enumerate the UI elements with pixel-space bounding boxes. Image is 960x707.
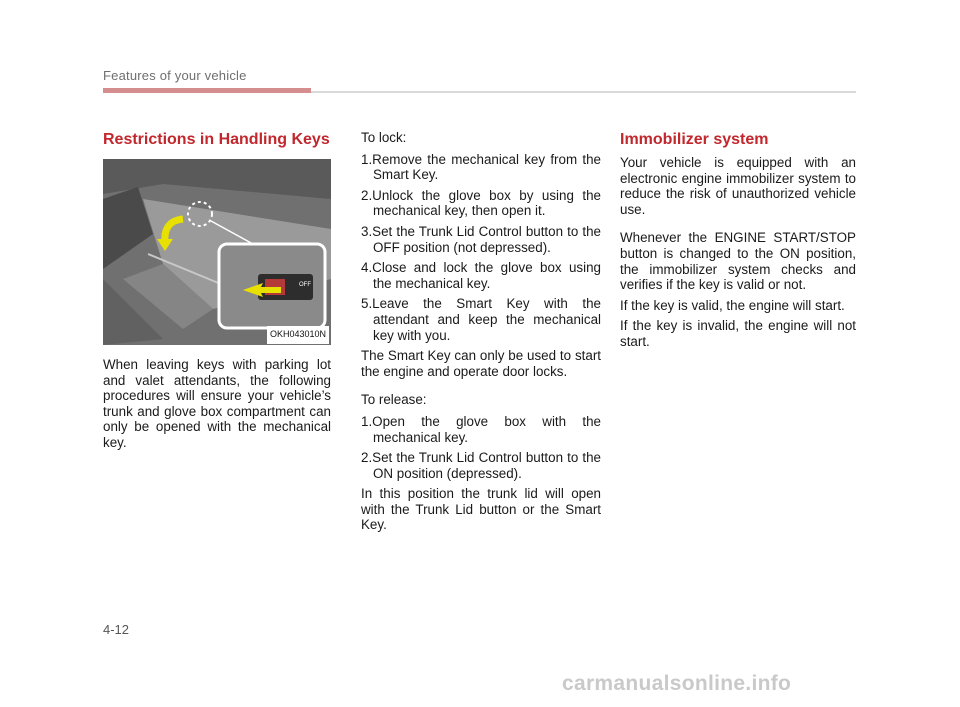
lock-steps xyxy=(361,152,601,344)
immobilizer-para-1: Your vehicle is equipped with an electronic engine immobilizer system to reduce the risk of unauthorized vehicle use. xyxy=(620,155,856,217)
middle-column xyxy=(361,130,601,533)
watermark: carmanualsonline.info xyxy=(562,672,792,695)
header-rule xyxy=(311,91,856,93)
lock-step: 4.Close and lock the glove box using the mechanical key. xyxy=(361,260,601,291)
left-column xyxy=(103,130,331,451)
glove-box-figure xyxy=(103,159,331,345)
restrictions-body: When leaving keys with parking lot and valet attendants, the following procedures will ensure your vehicle’s trunk and glove box compartment can only be opened with the mechanical key. xyxy=(103,357,331,450)
immobilizer-heading: Immobilizer system xyxy=(620,131,769,148)
release-steps xyxy=(361,414,601,481)
release-step: 2.Set the Trunk Lid Control button to the ON position (depressed). xyxy=(361,450,601,481)
release-step: 1.Open the glove box with the mechanical key. xyxy=(361,413,601,445)
release-note: In this position the trunk lid will open with the Trunk Lid button or the Smart Key. xyxy=(361,486,601,533)
immobilizer-para-4: If the key is invalid, the engine will not start. xyxy=(620,318,856,349)
header-accent-rule xyxy=(103,88,311,93)
lock-note: The Smart Key can only be used to start the engine and operate door locks. xyxy=(361,348,601,379)
figure-caption: OKH043010N xyxy=(267,326,329,344)
lock-intro: To lock: xyxy=(361,130,407,145)
off-label: OFF xyxy=(299,282,311,288)
section-title: Features of your vehicle xyxy=(103,68,247,83)
lock-step: 2.Unlock the glove box by using the mechanical key, then open it. xyxy=(361,187,601,219)
immobilizer-para-2: Whenever the ENGINE START/STOP button is changed to the ON position, the immobilizer system checks and verifies if the key is valid or not. xyxy=(620,230,856,293)
restrictions-heading: Restrictions in Handling Keys xyxy=(103,131,330,148)
lock-step: 1.Remove the mechanical key from the Smart Key. xyxy=(361,151,601,183)
page-number: 4-12 xyxy=(103,622,130,637)
glove-box-illustration xyxy=(103,159,331,345)
right-column xyxy=(620,130,856,350)
lock-step: 5.Leave the Smart Key with the attendant and keep the mechanical key with you. xyxy=(361,296,601,343)
lock-step: 3.Set the Trunk Lid Control button to the OFF position (not depressed). xyxy=(361,223,601,255)
release-intro: To release: xyxy=(361,392,427,408)
immobilizer-para-3: If the key is valid, the engine will start. xyxy=(620,297,845,313)
